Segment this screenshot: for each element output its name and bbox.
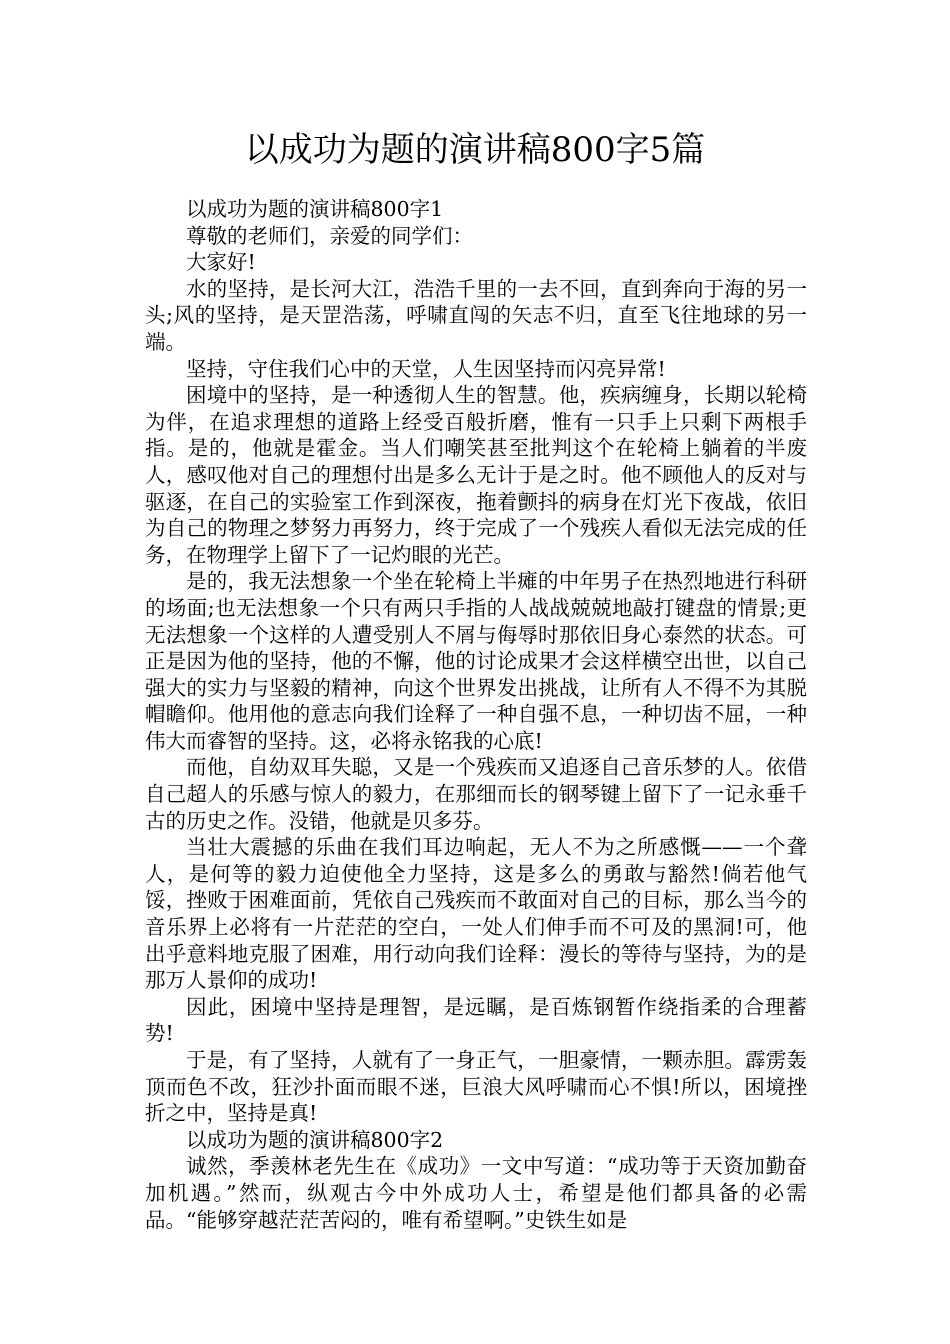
paragraph: 于是，有了坚持，人就有了一身正气，一胆豪情，一颗赤胆。霹雳轰顶而色不改，狂沙扑面而眼不迷，巨浪大风呼啸而心不惧!所以，困境挫折之中，坚持是真! [145,1048,807,1126]
paragraph: 困境中的坚持，是一种透彻人生的智慧。他，疾病缠身，长期以轮椅为伴，在追求理想的道路上经受百般折磨，惟有一只手上只剩下两根手指。是的，他就是霍金。当人们嘲笑甚至批判这个在轮椅上躺着的半废人，感叹他对自己的理想付出是多么无计于是之时。他不顾他人的反对与驱逐，在自己的实验室工作到深夜，拖着颤抖的病身在灯光下夜战，依旧为自己的物理之梦努力再努力，终于完成了一个残疾人看似无法完成的任务，在物理学上留下了一记灼眼的光芒。 [145,383,807,567]
paragraph: 水的坚持，是长河大江，浩浩千里的一去不回，直到奔向于海的另一头;风的坚持，是天罡浩荡，呼啸直闯的矢志不归，直至飞往地球的另一端。 [145,276,807,354]
document-title: 以成功为题的演讲稿800字5篇 [244,130,706,170]
paragraph: 坚持，守住我们心中的天堂，人生因坚持而闪亮异常! [186,356,666,381]
document-body [145,196,807,1233]
section-heading-2: 以成功为题的演讲稿800字2 [186,1127,444,1152]
salutation: 尊敬的老师们，亲爱的同学们： [186,223,473,248]
paragraph: 因此，困境中坚持是理智，是远瞩，是百炼钢暂作绕指柔的合理蓄势! [145,994,807,1046]
paragraph: 当壮大震撼的乐曲在我们耳边响起，无人不为之所感慨——一个聋人，是何等的毅力迫使他全力坚持，这是多么的勇敢与豁然!倘若他气馁，挫败于困难面前，凭依自己残疾而不敢面对自己的目标，那么当今的音乐界上必将有一片茫茫的空白，一处人们伸手而不可及的黑洞!可，他出乎意料地克服了困难，用行动向我们诠释：漫长的等待与坚持，为的是那万人景仰的成功! [145,835,807,993]
section-heading-1: 以成功为题的演讲稿800字1 [186,197,444,221]
paragraph: 是的，我无法想象一个坐在轮椅上半瘫的中年男子在热烈地进行科研的场面;也无法想象一个只有两只手指的人战战兢兢地敲打键盘的情景;更无法想象一个这样的人遭受别人不屑与侮辱时那依旧身心泰然的状态。可正是因为他的坚持，他的不懈，他的讨论成果才会这样横空出世，以自己强大的实力与坚毅的精神，向这个世界发出挑战，让所有人不得不为其脱帽瞻仰。他用他的意志向我们诠释了一种自强不息，一种切齿不屈，一种伟大而睿智的坚持。这，必将永铭我的心底! [145,569,807,753]
paragraph: 诚然，季羡林老先生在《成功》一文中写道：“成功等于天资加勤奋加机遇。”然而，纵观古今中外成功人士，希望是他们都具备的必需品。“能够穿越茫茫苦闷的，唯有希望啊。”史铁生如是 [145,1154,807,1232]
paragraph: 而他，自幼双耳失聪，又是一个残疾而又追逐自己音乐梦的人。依借自己超人的乐感与惊人的毅力，在那细而长的钢琴键上留下了一记永垂千古的历史之作。没错，他就是贝多芬。 [145,755,807,833]
greeting: 大家好! [186,250,256,275]
